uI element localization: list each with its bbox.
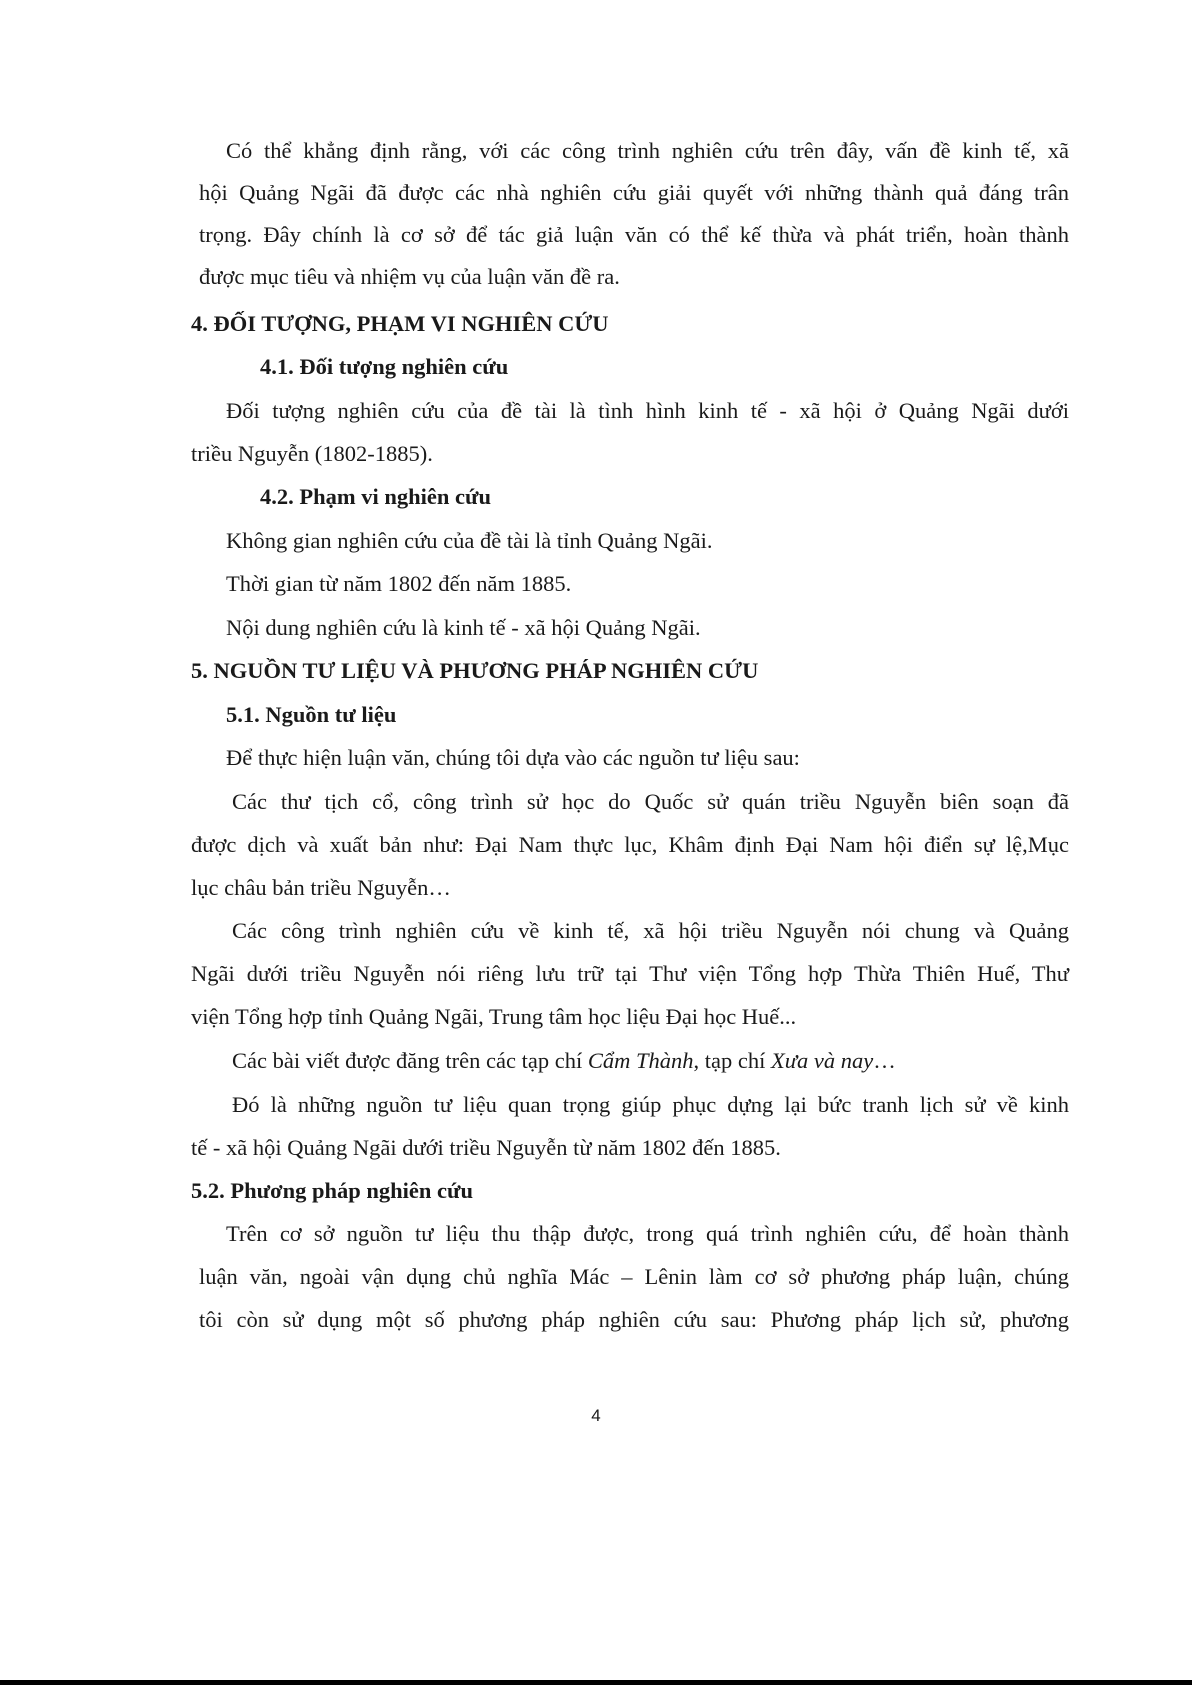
section-4-2-line-1: Không gian nghiên cứu của đề tài là tỉnh Quảng Ngãi. xyxy=(226,528,713,553)
section-5-2-line-1: Trên cơ sở nguồn tư liệu thu thập được, trong quá trình nghiên cứu, để hoàn thành xyxy=(226,1221,1069,1246)
section-5-1-p2-line-2: Ngãi dưới triều Nguyễn nói riêng lưu trữ tại Thư viện Tổng hợp Thừa Thiên Huế, Thư xyxy=(191,961,1069,986)
section-4-1-line-2: triều Nguyễn (1802-1885). xyxy=(191,441,433,466)
section-5-1-intro: Để thực hiện luận văn, chúng tôi dựa vào các nguồn tư liệu sau: xyxy=(226,745,800,770)
intro-line-3: trọng. Đây chính là cơ sở để tác giả luận văn có thể kế thừa và phát triển, hoàn thành xyxy=(199,222,1069,247)
intro-line-1: Có thể khẳng định rằng, với các công trình nghiên cứu trên đây, vấn đề kinh tế, xã xyxy=(226,138,1069,163)
section-5-1-p3 xyxy=(232,1047,896,1075)
section-5-heading: 5. NGUỒN TƯ LIỆU VÀ PHƯƠNG PHÁP NGHIÊN CỨU xyxy=(191,658,759,683)
magazine-xua-va-nay: Xưa và nay xyxy=(770,1048,874,1073)
p3-mid-text: , tạp chí xyxy=(693,1048,771,1073)
magazine-cam-thanh: Cẩm Thành xyxy=(587,1048,694,1073)
section-4-2-line-3: Nội dung nghiên cứu là kinh tế - xã hội Quảng Ngãi. xyxy=(226,615,701,640)
section-5-1-p1-line-2: được dịch và xuất bản như: Đại Nam thực lục, Khâm định Đại Nam hội điển sự lệ,Mục xyxy=(191,832,1069,857)
page-number: 4 xyxy=(591,1406,601,1425)
intro-line-2: hội Quảng Ngãi đã được các nhà nghiên cứu giải quyết với những thành quả đáng trân xyxy=(199,180,1069,205)
section-5-1-p2-line-1: Các công trình nghiên cứu về kinh tế, xã hội triều Nguyễn nói chung và Quảng xyxy=(232,918,1069,943)
section-5-1-p4-line-2: tế - xã hội Quảng Ngãi dưới triều Nguyễn từ năm 1802 đến 1885. xyxy=(191,1135,781,1160)
section-4-2-heading: 4.2. Phạm vi nghiên cứu xyxy=(260,484,492,509)
section-5-2-line-3: tôi còn sử dụng một số phương pháp nghiên cứu sau: Phương pháp lịch sử, phương xyxy=(199,1307,1069,1332)
section-4-heading: 4. ĐỐI TƯỢNG, PHẠM VI NGHIÊN CỨU xyxy=(191,311,609,336)
section-4-1-line-1: Đối tượng nghiên cứu của đề tài là tình hình kinh tế - xã hội ở Quảng Ngãi dưới xyxy=(226,398,1069,423)
section-5-1-p2-line-3: viện Tổng hợp tỉnh Quảng Ngãi, Trung tâm học liệu Đại học Huế... xyxy=(191,1004,797,1029)
section-5-2-line-2: luận văn, ngoài vận dụng chủ nghĩa Mác – Lênin làm cơ sở phương pháp luận, chúng xyxy=(199,1264,1069,1289)
p3-pre-text: Các bài viết được đăng trên các tạp chí xyxy=(232,1048,588,1073)
bottom-edge-rule xyxy=(0,1680,1192,1685)
section-4-1-heading: 4.1. Đối tượng nghiên cứu xyxy=(260,354,509,379)
section-5-2-heading: 5.2. Phương pháp nghiên cứu xyxy=(191,1178,474,1203)
section-5-1-heading: 5.1. Nguồn tư liệu xyxy=(226,702,397,727)
section-5-1-p1-line-3: lục châu bản triều Nguyễn… xyxy=(191,875,451,900)
section-5-1-p4-line-1: Đó là những nguồn tư liệu quan trọng giúp phục dựng lại bức tranh lịch sử về kinh xyxy=(232,1092,1069,1117)
intro-line-4: được mục tiêu và nhiệm vụ của luận văn đề ra. xyxy=(199,264,620,289)
section-4-2-line-2: Thời gian từ năm 1802 đến năm 1885. xyxy=(226,571,572,596)
section-5-1-p1-line-1: Các thư tịch cổ, công trình sử học do Quốc sử quán triều Nguyễn biên soạn đã xyxy=(232,789,1069,814)
p3-end-text: … xyxy=(873,1048,896,1073)
